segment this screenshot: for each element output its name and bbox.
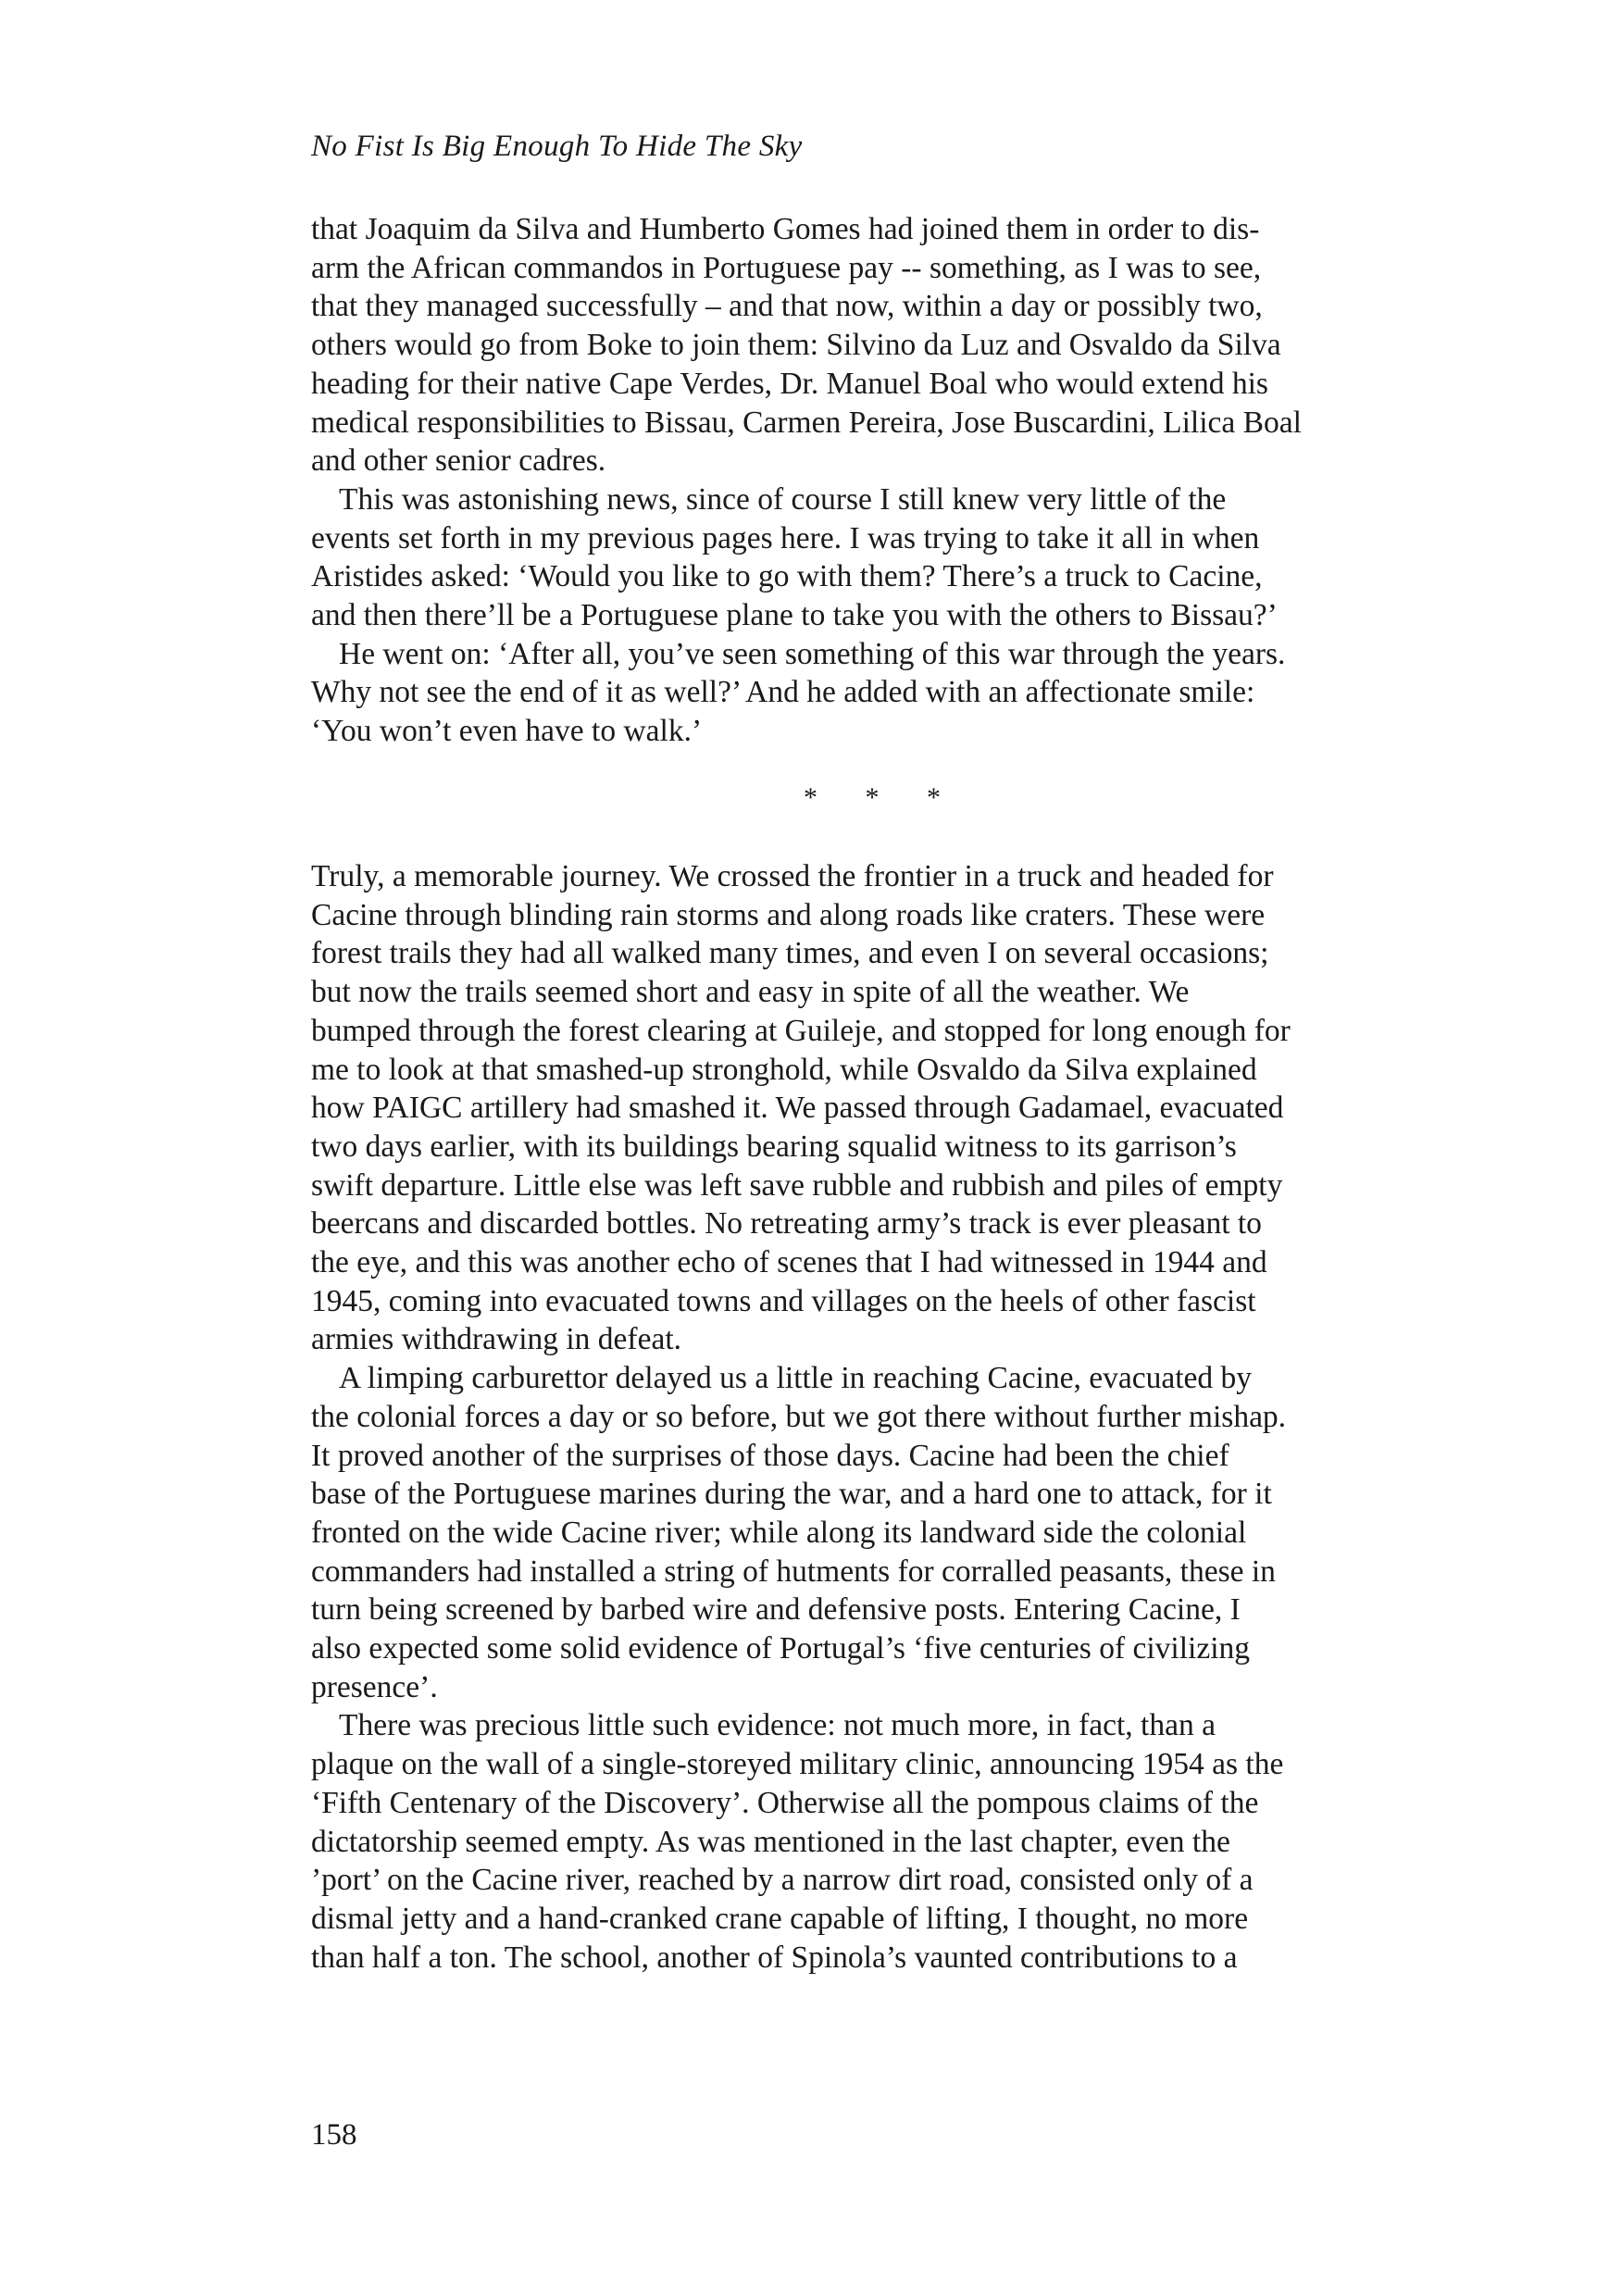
text-line: but now the trails seemed short and easy in spite of all the weather. We — [311, 975, 1190, 1010]
text-line: ‘Fifth Centenary of the Discovery’. Otherwise all the pompous claims of the — [311, 1785, 1259, 1820]
text-line: presence’. — [311, 1669, 438, 1704]
section-break: * * * — [804, 782, 961, 813]
text-line: two days earlier, with its buildings bearing squalid witness to its garrison’s — [311, 1129, 1237, 1164]
text-line: beercans and discarded bottles. No retreating army’s track is ever pleasant to — [311, 1206, 1262, 1242]
text-line: than half a ton. The school, another of Spinola’s vaunted contributions to a — [311, 1940, 1238, 1975]
text-line: ’port’ on the Cacine river, reached by a narrow dirt road, consisted only of a — [311, 1863, 1254, 1898]
text-line: that Joaquim da Silva and Humberto Gomes had joined them in order to dis- — [311, 212, 1260, 246]
text-line: events set forth in my previous pages here. I was trying to take it all in when — [311, 520, 1260, 555]
text-line: ‘You won’t even have to walk.’ — [311, 714, 703, 749]
text-block-2 — [311, 857, 1459, 1977]
text-line: Cacine through blinding rain storms and along roads like craters. These were — [311, 897, 1266, 932]
text-line: the eye, and this was another echo of scenes that I had witnessed in 1944 and — [311, 1245, 1267, 1280]
text-line: others would go from Boke to join them: Silvino da Luz and Osvaldo da Silva — [311, 328, 1281, 363]
running-head: No Fist Is Big Enough To Hide The Sky — [311, 130, 803, 163]
text-line: A limping carburettor delayed us a little in reaching Cacine, evacuated by — [339, 1361, 1253, 1396]
text-line: This was astonishing news, since of course I still knew very little of the — [339, 481, 1227, 517]
text-line: armies withdrawing in defeat. — [311, 1322, 682, 1357]
text-line: He went on: ‘After all, you’ve seen something of this war through the years. — [339, 636, 1286, 671]
text-line: and other senior cadres. — [311, 443, 606, 479]
text-line: Why not see the end of it as well?’ And he added with an affectionate smile: — [311, 675, 1255, 710]
text-line: the colonial forces a day or so before, but we got there without further mishap. — [311, 1399, 1287, 1434]
text-line: dismal jetty and a hand-cranked crane capable of lifting, I thought, no more — [311, 1901, 1249, 1936]
text-line: commanders had installed a string of hutments for corralled peasants, these in — [311, 1554, 1276, 1589]
text-line: forest trails they had all walked many times, and even I on several occasions; — [311, 936, 1269, 971]
text-line: that they managed successfully – and that now, within a day or possibly two, — [311, 289, 1263, 324]
text-line: Aristides asked: ‘Would you like to go with them? There’s a truck to Cacine, — [311, 559, 1263, 594]
text-line: 1945, coming into evacuated towns and villages on the heels of other fascist — [311, 1283, 1256, 1318]
text-line: base of the Portuguese marines during the war, and a hard one to attack, for it — [311, 1477, 1272, 1512]
text-line: medical responsibilities to Bissau, Carmen Pereira, Jose Buscardini, Lilica Boal — [311, 405, 1302, 440]
text-line: arm the African commandos in Portuguese pay -- something, as I was to see, — [311, 250, 1262, 285]
text-line: fronted on the wide Cacine river; while along its landward side the colonial — [311, 1515, 1247, 1550]
text-line: plaque on the wall of a single-storeyed military clinic, announcing 1954 as the — [311, 1747, 1284, 1782]
page-number: 158 — [311, 2118, 357, 2152]
text-line: dictatorship seemed empty. As was mentioned in the last chapter, even the — [311, 1824, 1230, 1859]
text-line: heading for their native Cape Verdes, Dr. Manuel Boal who would extend his — [311, 366, 1268, 401]
text-line: bumped through the forest clearing at Guileje, and stopped for long enough for — [311, 1013, 1291, 1048]
text-line: It proved another of the surprises of those days. Cacine had been the chief — [311, 1438, 1229, 1473]
text-line: also expected some solid evidence of Portugal’s ‘five centuries of civilizing — [311, 1631, 1250, 1666]
text-line: There was precious little such evidence: not much more, in fact, than a — [339, 1708, 1216, 1743]
text-line: swift departure. Little else was left save rubble and rubbish and piles of empty — [311, 1167, 1283, 1203]
text-line: me to look at that smashed-up stronghold, while Osvaldo da Silva explained — [311, 1052, 1257, 1087]
text-line: how PAIGC artillery had smashed it. We passed through Gadamael, evacuated — [311, 1091, 1284, 1126]
text-block-1 — [311, 210, 1459, 751]
text-line: turn being screened by barbed wire and defensive posts. Entering Cacine, I — [311, 1592, 1241, 1628]
text-line: Truly, a memorable journey. We crossed the frontier in a truck and headed for — [311, 859, 1274, 893]
text-line: and then there’ll be a Portuguese plane to take you with the others to Bissau?’ — [311, 598, 1278, 633]
